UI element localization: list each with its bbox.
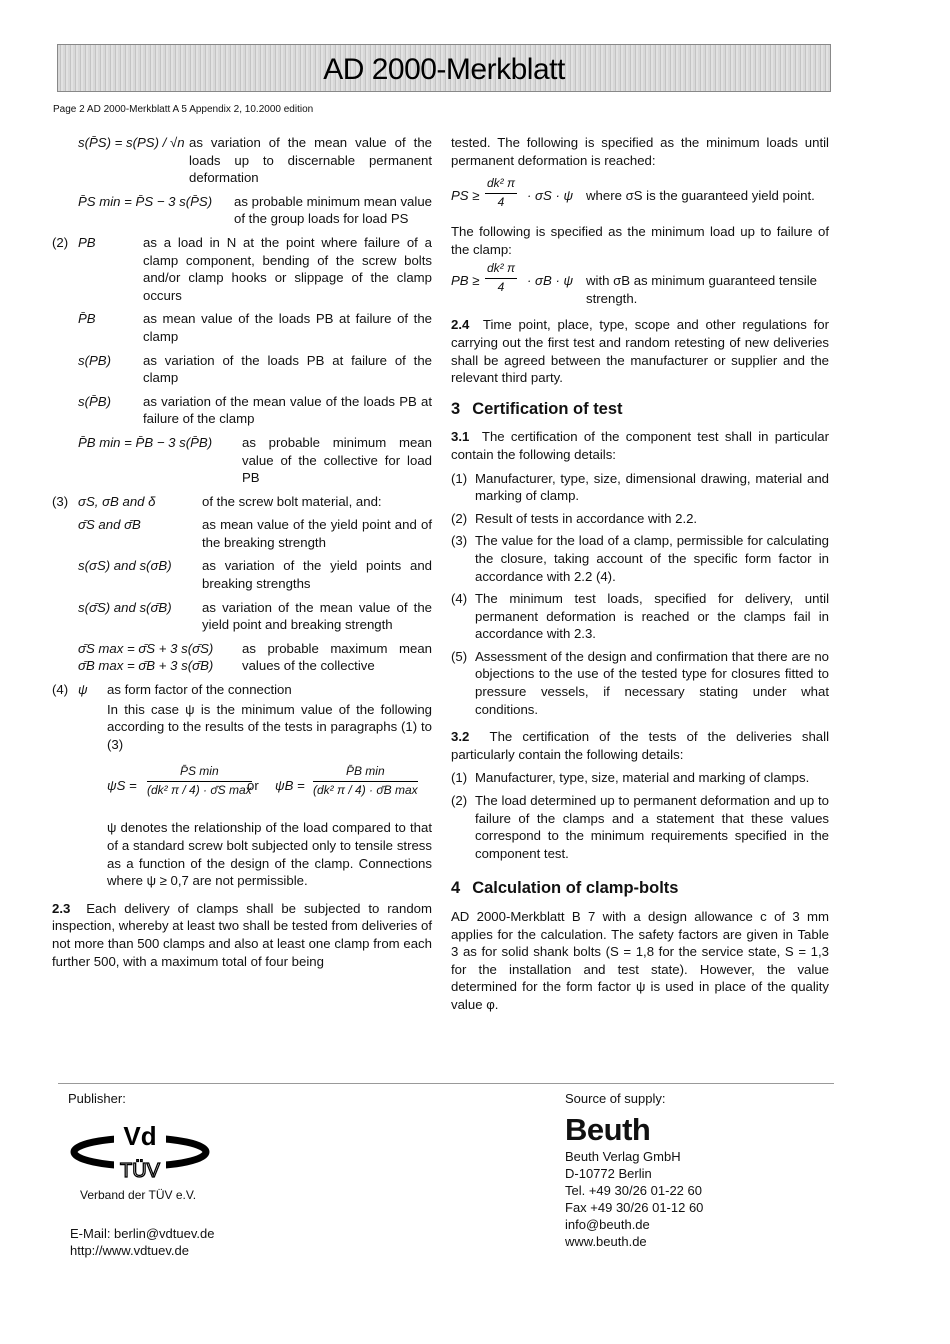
formula-lhs: ψB =: [275, 778, 305, 794]
paragraph: tested. The following is specified as the minimum loads until permanent deformation is reached:: [451, 135, 829, 168]
publisher-name: Verband der TÜV e.V.: [80, 1188, 197, 1202]
paragraph-text: The certification of the component test shall in particular contain the following details:: [451, 429, 829, 462]
item-number: (4): [52, 682, 69, 698]
list-text: Manufacturer, type, size, dimensional drawing, material and marking of clamp.: [475, 470, 829, 504]
symbol: s(P̄B): [78, 393, 111, 409]
paragraph-2-4: [451, 316, 829, 386]
formula-note: where σS is the guaranteed yield point.: [586, 188, 815, 204]
list-number: (4): [451, 591, 468, 607]
logo-text-bottom: TÜV: [120, 1160, 160, 1182]
paragraph: AD 2000-Merkblatt B 7 with a design allowance c of 3 mm applies for the calculation. The safety factors are given in Table 3 as for solid shank bolts (S = 1,8 for the service state, S = 1,3 for the installation and test state). However, the value determined for the form factor ψ is used in place of the quality value φ.: [451, 909, 829, 1012]
definition-text: as probable maximum mean values of the collective: [242, 640, 432, 674]
paragraph-number: 2.4: [451, 317, 470, 333]
publisher-url[interactable]: http://www.vdtuev.de: [70, 1243, 189, 1258]
address-line: Beuth Verlag GmbH: [565, 1149, 681, 1164]
publisher-label: Publisher:: [68, 1091, 126, 1106]
list-text: The value for the load of a clamp, permissible for calculating the closure, taking account of the specific form factor in accordance with 2.2 (4).: [475, 533, 829, 584]
definition-text: as variation of the yield points and breaking strengths: [202, 558, 432, 592]
list-3-2: [451, 769, 829, 862]
section-number: 3: [451, 399, 461, 418]
section-4-heading: [451, 880, 829, 898]
list-number: (2): [451, 510, 468, 526]
list-item: [451, 510, 829, 528]
page-header-line: Page 2 AD 2000-Merkblatt A 5 Appendix 2, 10.2000 edition: [53, 104, 314, 115]
paragraph-number: 2.3: [52, 900, 71, 916]
definition-text: as form factor of the connection: [107, 682, 292, 698]
symbol: PB: [78, 234, 96, 250]
fraction-numerator: P̄S min: [147, 763, 252, 782]
definition-text: as mean value of the yield point and of the breaking strength: [202, 517, 432, 550]
list-item: [451, 792, 829, 862]
symbol: P̄B: [78, 311, 96, 327]
psi-formula: [107, 759, 432, 811]
vdtuev-logo: [70, 1118, 210, 1182]
header-banner: [57, 44, 831, 92]
definition-row: [52, 516, 432, 551]
definition-row: [52, 310, 432, 345]
list-number: (3): [451, 533, 468, 549]
definition-row: [52, 640, 432, 675]
list-item: [451, 769, 829, 787]
symbol: s(P̄S) = s(PS) / √n: [78, 135, 185, 150]
publisher-email[interactable]: E-Mail: berlin@vdtuev.de: [70, 1226, 215, 1241]
list-text: Assessment of the design and confirmation that there are no objections to the use of the tested type for closures fitted to pressure vessels, if necessary stating under what conditions.: [475, 648, 829, 717]
symbol: σ̄S and σ̄B: [78, 517, 141, 533]
formula-fraction: [147, 763, 252, 799]
source-label: Source of supply:: [565, 1091, 666, 1106]
right-column: [451, 134, 829, 1020]
paragraph: In this case ψ is the minimum value of the following according to the results of the tests in paragraphs (1) to (3): [107, 701, 432, 752]
symbol: σS, σB and δ: [78, 493, 156, 509]
definition-row: [52, 493, 432, 511]
definition-text: as variation of the mean value of the yield point and breaking strength: [202, 599, 432, 633]
paragraph: ψ denotes the relationship of the load compared to that of a standard screw bolt subjected only to tensile stress as a function of the design of the clamp. Connections where ψ ≥ 0,7 are not permissible.: [107, 820, 432, 889]
symbol: s(σ̄S) and s(σ̄B): [78, 599, 172, 615]
list-number: (2): [451, 793, 468, 809]
formula-ps: [451, 175, 829, 215]
footer-divider: [58, 1083, 834, 1084]
list-text: Manufacturer, type, size, material and marking of clamps.: [475, 770, 810, 786]
address-line: Fax +49 30/26 01-12 60: [565, 1200, 704, 1215]
fraction-numerator: P̄B min: [313, 763, 418, 782]
beuth-address: [565, 1148, 703, 1250]
formula-lhs: PB ≥: [451, 273, 480, 289]
symbol: s(PB): [78, 352, 111, 368]
paragraph-3-2: [451, 728, 829, 763]
section-title: Calculation of clamp-bolts: [472, 879, 679, 898]
paragraph-3-1: [451, 428, 829, 463]
section-3-heading: [451, 401, 829, 419]
formula-rhs: · σB · ψ: [527, 273, 574, 289]
symbol: σ̄B max = σ̄B + 3 s(σ̄B): [78, 657, 214, 673]
formula-fraction: [485, 260, 517, 296]
banner-title: AD 2000-Merkblatt: [323, 53, 565, 86]
formula-pb: [451, 261, 829, 308]
symbol: ψ: [78, 682, 88, 698]
logo-text-top: Vd: [123, 1121, 157, 1151]
fraction-denominator: (dk² π / 4) · σ̄B max: [313, 783, 418, 797]
formula-note: with σB as minimum guaranteed tensile strength.: [586, 273, 817, 306]
list-3-1: [451, 470, 829, 719]
definition-row: [52, 557, 432, 592]
address-line: D-10772 Berlin: [565, 1166, 652, 1181]
fraction-denominator: 4: [497, 279, 505, 294]
beuth-logo: Beuth: [565, 1112, 651, 1147]
paragraph-number: 3.1: [451, 429, 470, 445]
formula-lhs: ψS =: [107, 778, 137, 794]
definition-text: as mean value of the loads PB at failure of the clamp: [143, 311, 432, 344]
address-line: Tel. +49 30/26 01-22 60: [565, 1183, 702, 1198]
formula-fraction: [485, 175, 517, 211]
definition-row: [52, 234, 432, 304]
beuth-email[interactable]: info@beuth.de: [565, 1217, 650, 1232]
list-text: The load determined up to permanent deformation and up to failure of the clamps and a statement that these values correspond to the minimum requirements specified in the component test.: [475, 793, 829, 861]
symbol: P̄B min = P̄B − 3 s(P̄B): [78, 434, 213, 450]
section-title: Certification of test: [472, 399, 623, 418]
definition-row: [52, 681, 432, 699]
list-item: [451, 590, 829, 643]
definition-text: as a load in N at the point where failure of a clamp component, bending of the screw bolts and/or clamp hooks or slippage of the clamp occurs: [143, 234, 432, 303]
formula-rhs: · σS · ψ: [527, 188, 574, 204]
item-number: (3): [52, 493, 69, 509]
definition-row: [52, 434, 432, 487]
definition-row: [52, 134, 432, 187]
paragraph-text: Each delivery of clamps shall be subjected to random inspection, whereby at least two shall be tested from deliveries of not more than 500 clamps and also at least one clamp from each further 500, with a maximum total of four being: [52, 900, 432, 969]
fraction-denominator: (dk² π / 4) · σ̄S max: [147, 783, 252, 797]
definition-text: as probable minimum mean value of the group loads for load PS: [234, 193, 432, 227]
list-number: (1): [451, 770, 468, 786]
list-text: The minimum test loads, specified for delivery, until permanent deformation is reached or the clamps fail in accordance with 2.3.: [475, 591, 829, 642]
list-item: [451, 532, 829, 585]
fraction-numerator: dk² π: [485, 260, 517, 279]
section-number: 4: [451, 879, 461, 898]
definition-text: as probable minimum mean value of the collective for load PB: [242, 434, 432, 486]
definition-text: as variation of the mean value of the loads PB at failure of the clamp: [143, 393, 432, 427]
list-item: [451, 648, 829, 718]
left-column: [52, 134, 432, 976]
definition-row: [52, 352, 432, 387]
formula-lhs: PS ≥: [451, 188, 480, 204]
paragraph-text: Time point, place, type, scope and other regulations for carrying out the first test and random retesting of new deliveries shall be agreed between the manufacturer or supplier and the relevant third party.: [451, 317, 829, 386]
formula-or: or: [247, 778, 259, 794]
definition-row: [52, 193, 432, 228]
definition-row: [52, 393, 432, 428]
paragraph-2-3: [52, 900, 432, 970]
item-number: (2): [52, 234, 69, 250]
list-number: (1): [451, 470, 468, 486]
definition-text: as variation of the mean value of the loads up to discernable permanent deformation: [189, 135, 432, 186]
formula-fraction: [313, 763, 418, 799]
fraction-denominator: 4: [497, 194, 505, 209]
definition-text: of the screw bolt material, and:: [202, 493, 382, 509]
paragraph: The following is specified as the minimum load up to failure of the clamp:: [451, 224, 829, 257]
symbol: σ̄S max = σ̄S + 3 s(σ̄S): [78, 640, 214, 656]
list-text: Result of tests in accordance with 2.2.: [475, 510, 698, 526]
paragraph-number: 3.2: [451, 729, 470, 745]
paragraph-text: The certification of the tests of the deliveries shall particularly contain the following details:: [451, 729, 830, 762]
symbol: P̄S min = P̄S − 3 s(P̄S): [78, 193, 213, 209]
list-item: [451, 470, 829, 505]
list-number: (5): [451, 648, 468, 664]
beuth-url[interactable]: www.beuth.de: [565, 1234, 647, 1249]
symbol: s(σS) and s(σB): [78, 558, 172, 574]
definition-text: as variation of the loads PB at failure of the clamp: [143, 352, 432, 386]
fraction-numerator: dk² π: [485, 175, 517, 194]
definition-row: [52, 599, 432, 634]
